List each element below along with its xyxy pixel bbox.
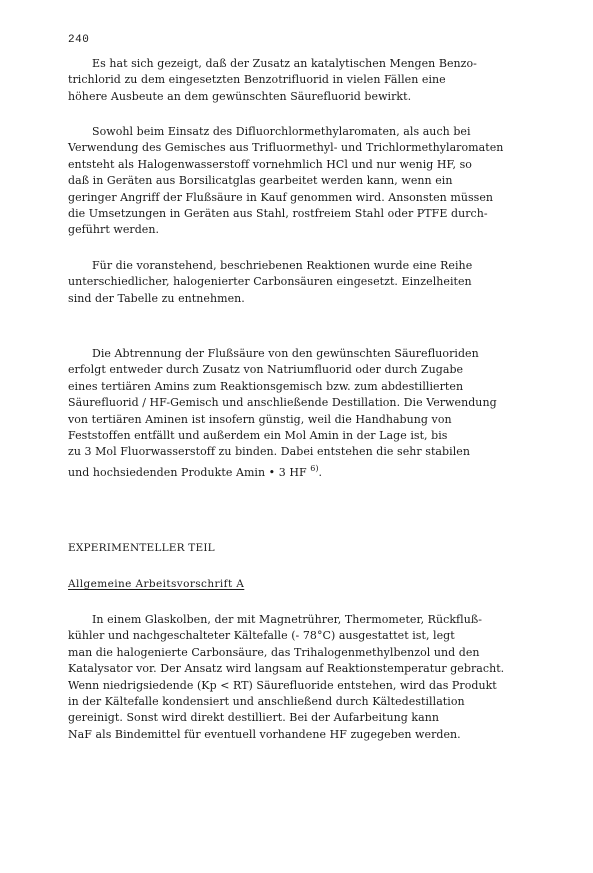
text-line: Es hat sich gezeigt, daß der Zusatz an katalytischen Mengen Benzo- — [92, 57, 477, 70]
text-line: die Umsetzungen in Geräten aus Stahl, rostfreiem Stahl oder PTFE durch- — [68, 206, 488, 220]
text-line: man die halogenierte Carbonsäure, das Trihalogenmethylbenzol und den — [68, 645, 480, 659]
text-line: entsteht als Halogenwasserstoff vornehmlich HCl und nur wenig HF, so — [68, 157, 472, 171]
text-line: Die Abtrennung der Flußsäure von den gewünschten Säurefluoriden — [92, 347, 479, 360]
text-line: trichlorid zu dem eingesetzten Benzotrifluorid in vielen Fällen eine — [68, 73, 446, 87]
paragraph-separation — [68, 346, 538, 477]
text-line: Sowohl beim Einsatz des Difluorchlormethylaromaten, als auch bei — [92, 125, 471, 138]
text-line: sind der Tabelle zu entnehmen. — [68, 291, 245, 305]
text-line: von tertiären Aminen ist insofern günstig, weil die Handhabung von — [68, 412, 452, 426]
text-line: kühler und nachgeschalteter Kältefalle (- 78°C) ausgestattet ist, legt — [68, 629, 455, 643]
text-line: daß in Geräten aus Borsilicatglas gearbeitet werden kann, wenn ein — [68, 174, 453, 188]
text-line: eines tertiären Amins zum Reaktionsgemisch bzw. zum abdestillierten — [68, 379, 464, 393]
text-line: geringer Angriff der Flußsäure in Kauf genommen wird. Ansonsten müssen — [68, 190, 494, 204]
text-line: geführt werden. — [68, 223, 160, 237]
text-line: in der Kältefalle kondensiert und anschließend durch Kältedestillation — [68, 694, 465, 708]
text-line: gereinigt. Sonst wird direkt destilliert. Bei der Aufarbeitung kann — [68, 711, 439, 725]
paragraph-apparatus — [68, 124, 538, 239]
text-line: NaF als Bindemittel für eventuell vorhandene HF zugegeben werden. — [68, 727, 461, 741]
text-line: höhere Ausbeute an dem gewünschten Säurefluorid bewirkt. — [68, 89, 412, 103]
text-line: Säurefluorid / HF-Gemisch und anschließende Destillation. Die Verwendung — [68, 396, 497, 410]
text-line: Wenn niedrigsiedende (Kp < RT) Säurefluoride entstehen, wird das Produkt — [68, 678, 497, 692]
text-line: unterschiedlicher, halogenierter Carbonsäuren eingesetzt. Einzelheiten — [68, 275, 472, 289]
text-line: Verwendung des Gemisches aus Trifluormethyl- und Trichlormethylaromaten — [68, 141, 504, 155]
text-line: Katalysator vor. Der Ansatz wird langsam auf Reaktionstemperatur gebracht. — [68, 662, 505, 676]
text-segment: und hochsiedenden Produkte Amin • 3 HF — [68, 465, 307, 479]
text-line: erfolgt entweder durch Zusatz von Natriumfluorid oder durch Zugabe — [68, 363, 464, 377]
text-line-with-reference — [68, 461, 538, 477]
page-number: 240 — [68, 34, 90, 46]
paragraph-acids — [68, 258, 538, 307]
text-line: In einem Glaskolben, der mit Magnetrührer, Thermometer, Rückfluß- — [92, 613, 483, 626]
paragraph-procedure — [68, 612, 538, 743]
reference-superscript: 6) — [310, 463, 319, 473]
text-segment: . — [318, 465, 323, 479]
text-line: Für die voranstehend, beschriebenen Reaktionen wurde eine Reihe — [92, 259, 473, 272]
text-line: zu 3 Mol Fluorwasserstoff zu binden. Dabei entstehen die sehr stabilen — [68, 445, 470, 459]
text-line: Feststoffen entfällt und außerdem ein Mol Amin in der Lage ist, bis — [68, 428, 448, 442]
section-heading: EXPERIMENTELLER TEIL — [68, 542, 215, 554]
paragraph-catalyst — [68, 56, 538, 105]
procedure-subheading: Allgemeine Arbeitsvorschrift A — [68, 578, 245, 590]
